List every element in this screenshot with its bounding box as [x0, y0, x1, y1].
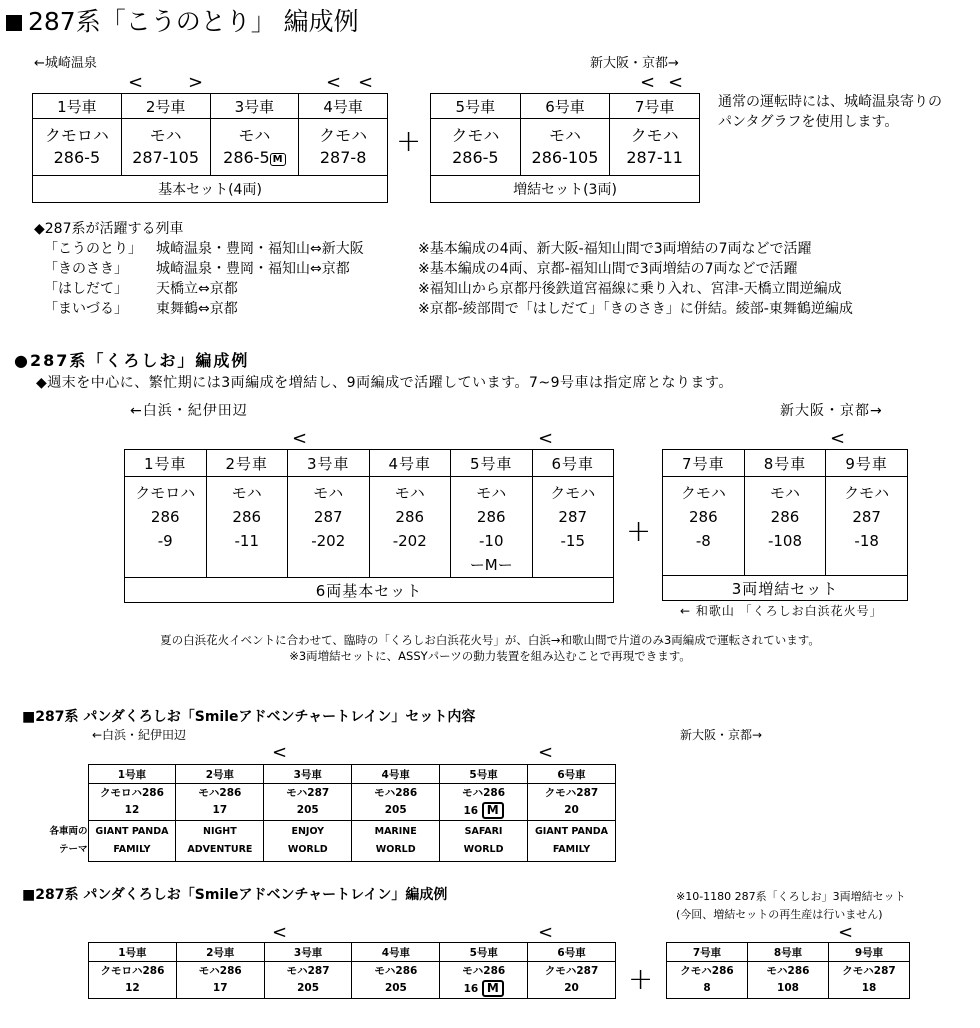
- car-number: 2号車: [206, 450, 288, 477]
- car-model: モハ286 17: [176, 962, 264, 999]
- car-model: モハ286 17: [176, 784, 264, 821]
- car-number: 6号車: [532, 450, 614, 477]
- car-model: クモロハ286 12: [88, 784, 176, 821]
- car-number: 6号車: [528, 943, 616, 962]
- car-model: モハ287 205: [264, 784, 352, 821]
- car-model: モハ 286 -11: [206, 477, 288, 578]
- pantograph-mark: <: [640, 72, 656, 93]
- car-number: 2号車: [176, 943, 264, 962]
- konotori-left-direction: ←城崎温泉: [34, 56, 97, 71]
- panda-right-direction: 新大阪・京都→: [680, 728, 763, 742]
- car-number: 6号車: [520, 94, 610, 119]
- car-number: 5号車: [440, 765, 528, 784]
- car-number: 8号車: [748, 943, 829, 962]
- car-number: 3号車: [210, 94, 299, 119]
- theme-label: 各車両の テーマ: [49, 826, 88, 855]
- car-theme: MARINE WORLD: [352, 821, 440, 862]
- car-model: クモロハ 286-5: [33, 119, 122, 176]
- motor-icon: M: [270, 153, 286, 166]
- konotori-right-direction: 新大阪・京都→: [590, 56, 679, 71]
- car-model: モハ287 205: [264, 962, 352, 999]
- car-model: クモロハ 286 -9: [125, 477, 207, 578]
- pantograph-mark: <: [838, 922, 854, 943]
- pantograph-mark: <: [272, 742, 288, 763]
- car-number: 4号車: [369, 450, 451, 477]
- konotori-basic-set-table: [32, 93, 388, 203]
- car-number: 5号車: [451, 450, 533, 477]
- set-label: 増結セット(3両): [431, 176, 700, 203]
- pantograph-mark: <: [358, 72, 374, 93]
- car-model: モハ286 16 M: [440, 784, 528, 821]
- square-bullet-icon: [6, 15, 22, 31]
- kuroshio-left-direction: ←白浜・紀伊田辺: [130, 403, 248, 419]
- pantograph-mark: <: [538, 922, 554, 943]
- list-item: 「こうのとり」 城崎温泉・豊岡・福知山⇔新大阪 ※基本編成の4両、新大阪-福知山間で3両増結の7両などで活躍: [44, 241, 812, 257]
- car-theme: NIGHT ADVENTURE: [176, 821, 264, 862]
- plus-sign: +: [626, 514, 652, 549]
- car-number: 6号車: [528, 765, 616, 784]
- car-number: 3号車: [264, 765, 352, 784]
- car-theme: GIANT PANDA FAMILY: [528, 821, 616, 862]
- pantograph-mark: <: [292, 428, 308, 449]
- car-model: クモハ 286 -8: [663, 477, 745, 576]
- pantograph-mark: <: [326, 72, 342, 93]
- car-theme: SAFARI WORLD: [440, 821, 528, 862]
- pantograph-mark: <: [272, 922, 288, 943]
- car-model: モハ286 16 M: [440, 962, 528, 999]
- motor-mark: ーMー: [469, 556, 513, 574]
- panda-set-table: [36, 764, 616, 862]
- car-number: 4号車: [352, 943, 440, 962]
- car-model: クモハ 286-5: [431, 119, 521, 176]
- pantograph-mark: <: [538, 428, 554, 449]
- car-number: 1号車: [88, 765, 176, 784]
- motor-icon: M: [482, 980, 504, 997]
- car-model: モハ 286-105: [520, 119, 610, 176]
- pantograph-mark: >: [188, 72, 204, 93]
- car-number: 7号車: [667, 943, 748, 962]
- list-item: 「きのさき」 城崎温泉・豊岡・福知山⇔京都 ※基本編成の4両、京都-福知山間で3両増結の7両などで活躍: [44, 261, 798, 277]
- kuroshio-basic-set-table: [124, 449, 614, 603]
- kuroshio-add-set-table: [662, 449, 908, 601]
- panda-set-title: ■287系 パンダくろしお「Smileアドベンチャートレイン」セット内容: [22, 709, 476, 725]
- set-label: 基本セット(4両): [33, 176, 388, 203]
- car-model: モハ 286 -108: [744, 477, 826, 576]
- car-model: モハ 287 -202: [288, 477, 370, 578]
- car-number: 2号車: [121, 94, 210, 119]
- set-label: 6両基本セット: [125, 578, 614, 603]
- car-model: モハ 286 -10 ーMー: [451, 477, 533, 578]
- car-model: クモハ 287 -18: [826, 477, 908, 576]
- car-number: 1号車: [89, 943, 177, 962]
- car-model: クモハ287 20: [528, 962, 616, 999]
- car-number: 7号車: [663, 450, 745, 477]
- car-model: クモハ 287-11: [610, 119, 700, 176]
- konotori-add-set-table: [430, 93, 700, 203]
- car-theme: GIANT PANDA FAMILY: [88, 821, 176, 862]
- wakayama-direction: ← 和歌山 「くろしお白浜花火号」: [680, 604, 883, 618]
- car-model: モハ 286-5 M: [210, 119, 299, 176]
- car-number: 9号車: [829, 943, 910, 962]
- car-number: 9号車: [826, 450, 908, 477]
- car-number: 5号車: [431, 94, 521, 119]
- car-model: モハ286 108: [748, 962, 829, 999]
- pantograph-mark: <: [830, 428, 846, 449]
- pantograph-mark: <: [538, 742, 554, 763]
- kuroshio-subtitle: ◆週末を中心に、繁忙期には3両編成を増結し、9両編成で活躍しています。7~9号車は指定席となります。: [36, 375, 733, 391]
- car-number: 8号車: [744, 450, 826, 477]
- car-number: 1号車: [125, 450, 207, 477]
- car-number: 4号車: [352, 765, 440, 784]
- car-number: 2号車: [176, 765, 264, 784]
- car-number: 3号車: [264, 943, 352, 962]
- panda-form-title: ■287系 パンダくろしお「Smileアドベンチャートレイン」編成例: [22, 887, 448, 903]
- panda-form-add-table: [666, 942, 910, 999]
- car-model: クモハ 287-8: [299, 119, 388, 176]
- panda-left-direction: ←白浜・紀伊田辺: [92, 728, 187, 742]
- car-model: クモハ287 20: [528, 784, 616, 821]
- panda-form-note: ※10-1180 287系「くろしお」3両増結セット (今回、増結セットの再生産は行いません): [676, 890, 906, 921]
- set-label: 3両増結セット: [663, 576, 908, 601]
- pantograph-mark: <: [128, 72, 144, 93]
- car-model: モハ 287-105: [121, 119, 210, 176]
- motor-icon: M: [482, 802, 504, 819]
- panda-form-basic-table: [88, 942, 616, 999]
- plus-sign: +: [396, 124, 422, 159]
- car-model: クモハ286 8: [667, 962, 748, 999]
- car-model: モハ286 205: [352, 962, 440, 999]
- plus-sign: +: [628, 962, 654, 997]
- car-model: クモハ 287 -15: [532, 477, 614, 578]
- list-item: 「はしだて」 天橋立⇔京都 ※福知山から京都丹後鉄道宮福線に乗り入れ、宮津-天橋立間逆編成: [44, 281, 842, 297]
- car-model: クモハ287 18: [829, 962, 910, 999]
- pantograph-mark: <: [668, 72, 684, 93]
- car-model: モハ 286 -202: [369, 477, 451, 578]
- list-title: ◆287系が活躍する列車: [34, 221, 184, 237]
- konotori-train-list: [34, 219, 980, 319]
- kuroshio-note: 夏の白浜花火イベントに合わせて、臨時の「くろしお白浜花火号」が、白浜→和歌山間で片道のみ3両編成で運転されています。 ※3両増結セットに、ASSYパーツの動力装置を組み込むことで再現できます。: [160, 633, 820, 663]
- car-number: 4号車: [299, 94, 388, 119]
- car-number: 5号車: [440, 943, 528, 962]
- list-item: 「まいづる」 東舞鶴⇔京都 ※京都-綾部間で「はしだて」「きのさき」に併結。綾部-東舞鶴逆編成: [44, 301, 853, 317]
- kuroshio-right-direction: 新大阪・京都→: [780, 403, 883, 419]
- kuroshio-title: ●287系「くろしお」編成例: [14, 351, 250, 370]
- pantograph-note: 通常の運転時には、城崎温泉寄りの パンタグラフを使用します。: [718, 94, 942, 130]
- car-model: モハ286 205: [352, 784, 440, 821]
- car-model: クモロハ286 12: [89, 962, 177, 999]
- car-number: 3号車: [288, 450, 370, 477]
- car-number: 7号車: [610, 94, 700, 119]
- car-number: 1号車: [33, 94, 122, 119]
- konotori-title: 287系「こうのとり」 編成例: [6, 2, 359, 38]
- car-theme: ENJOY WORLD: [264, 821, 352, 862]
